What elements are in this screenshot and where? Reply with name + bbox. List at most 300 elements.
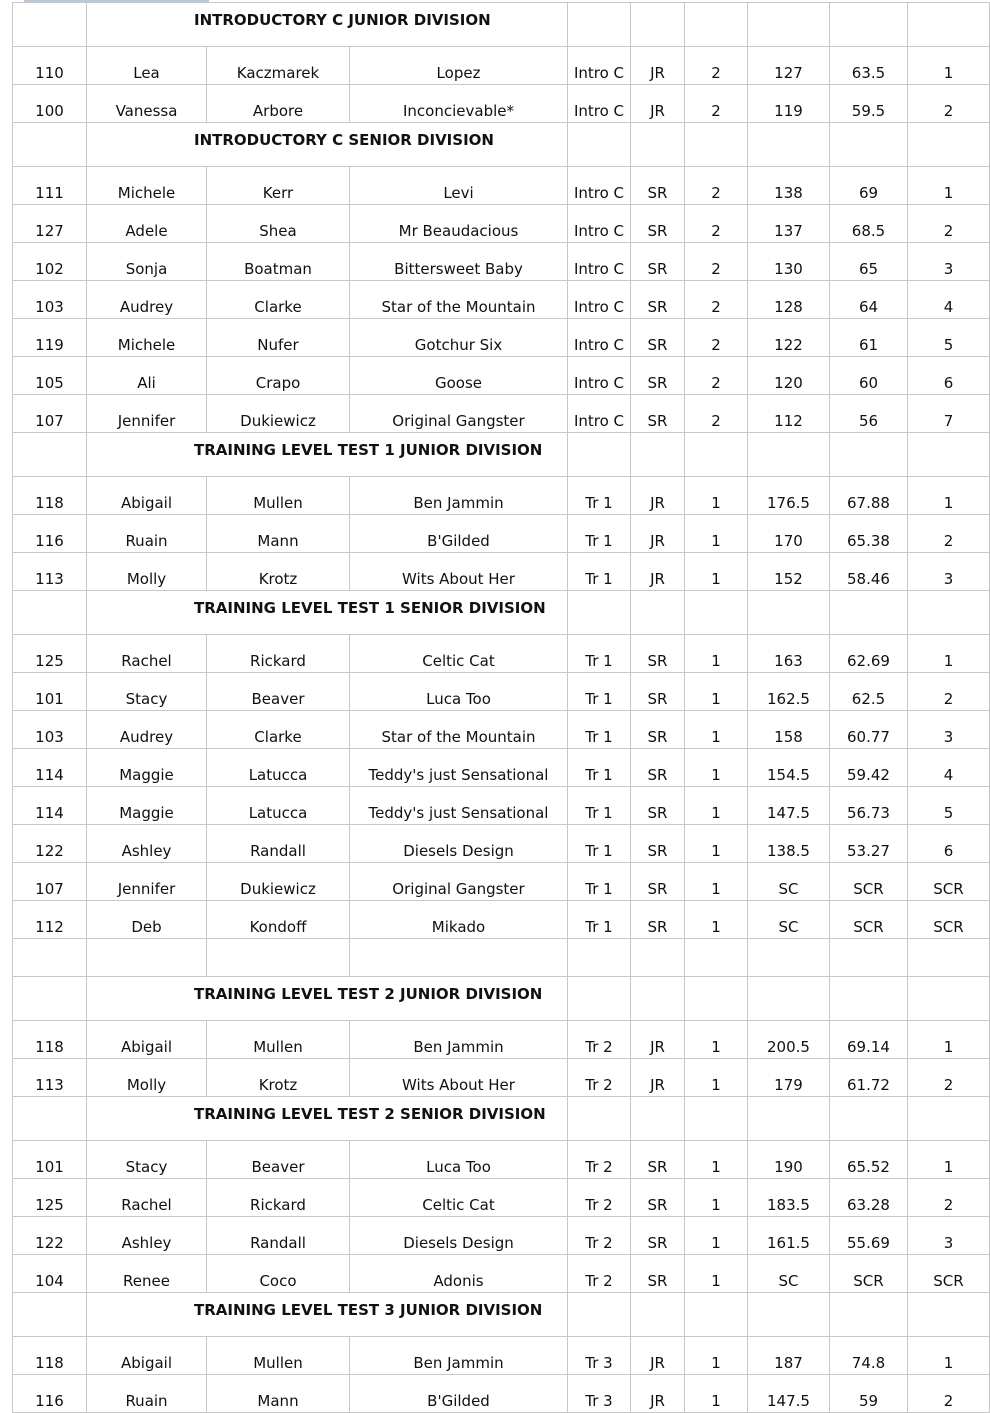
number-cell[interactable]: 122 xyxy=(13,825,87,863)
first-name-cell[interactable]: Molly xyxy=(87,1059,207,1097)
first-name-cell[interactable]: Abigail xyxy=(87,477,207,515)
percent-cell[interactable]: SCR xyxy=(830,863,908,901)
cell[interactable] xyxy=(908,1097,990,1141)
test-cell[interactable]: Intro C xyxy=(568,319,631,357)
division-cell[interactable]: SR xyxy=(631,281,685,319)
first-name-cell[interactable]: Jennifer xyxy=(87,863,207,901)
last-name-cell[interactable]: Beaver xyxy=(207,1141,350,1179)
score-cell[interactable]: 122 xyxy=(748,319,830,357)
placing-cell[interactable]: 2 xyxy=(908,673,990,711)
division-title[interactable]: TRAINING LEVEL TEST 1 JUNIOR DIVISION xyxy=(87,433,568,477)
last-name-cell[interactable]: Boatman xyxy=(207,243,350,281)
score-cell[interactable]: 119 xyxy=(748,85,830,123)
first-name-cell[interactable]: Ashley xyxy=(87,1217,207,1255)
percent-cell[interactable]: 62.69 xyxy=(830,635,908,673)
placing-cell[interactable]: SCR xyxy=(908,901,990,939)
coefficient-cell[interactable]: 1 xyxy=(685,1255,748,1293)
last-name-cell[interactable]: Rickard xyxy=(207,635,350,673)
cell[interactable] xyxy=(908,433,990,477)
coefficient-cell[interactable]: 1 xyxy=(685,1021,748,1059)
cell[interactable] xyxy=(830,1097,908,1141)
horse-cell[interactable]: Mr Beaudacious xyxy=(350,205,568,243)
horse-cell[interactable]: B'Gilded xyxy=(350,515,568,553)
horse-cell[interactable]: Adonis xyxy=(350,1255,568,1293)
percent-cell[interactable]: SCR xyxy=(830,901,908,939)
cell[interactable] xyxy=(748,977,830,1021)
cell[interactable] xyxy=(631,123,685,167)
cell[interactable] xyxy=(748,1293,830,1337)
division-cell[interactable]: JR xyxy=(631,85,685,123)
score-cell[interactable]: SC xyxy=(748,901,830,939)
percent-cell[interactable]: 59.42 xyxy=(830,749,908,787)
horse-cell[interactable]: Luca Too xyxy=(350,1141,568,1179)
cell[interactable] xyxy=(685,433,748,477)
percent-cell[interactable]: 58.46 xyxy=(830,553,908,591)
horse-cell[interactable]: Celtic Cat xyxy=(350,635,568,673)
placing-cell[interactable]: 1 xyxy=(908,477,990,515)
first-name-cell[interactable]: Ruain xyxy=(87,515,207,553)
cell[interactable] xyxy=(830,123,908,167)
first-name-cell[interactable]: Deb xyxy=(87,901,207,939)
coefficient-cell[interactable]: 1 xyxy=(685,477,748,515)
score-cell[interactable]: 127 xyxy=(748,47,830,85)
first-name-cell[interactable]: Renee xyxy=(87,1255,207,1293)
coefficient-cell[interactable]: 2 xyxy=(685,85,748,123)
first-name-cell[interactable]: Sonja xyxy=(87,243,207,281)
number-cell[interactable]: 103 xyxy=(13,281,87,319)
cell[interactable] xyxy=(908,939,990,977)
division-cell[interactable]: JR xyxy=(631,477,685,515)
last-name-cell[interactable]: Kerr xyxy=(207,167,350,205)
number-cell[interactable]: 116 xyxy=(13,515,87,553)
cell[interactable] xyxy=(568,3,631,47)
cell[interactable] xyxy=(685,123,748,167)
division-cell[interactable]: SR xyxy=(631,205,685,243)
horse-cell[interactable]: Wits About Her xyxy=(350,553,568,591)
cell[interactable] xyxy=(568,433,631,477)
score-cell[interactable]: 152 xyxy=(748,553,830,591)
cell[interactable] xyxy=(908,3,990,47)
coefficient-cell[interactable]: 2 xyxy=(685,357,748,395)
coefficient-cell[interactable]: 1 xyxy=(685,825,748,863)
division-cell[interactable]: SR xyxy=(631,243,685,281)
placing-cell[interactable]: SCR xyxy=(908,1255,990,1293)
percent-cell[interactable]: 64 xyxy=(830,281,908,319)
coefficient-cell[interactable]: 2 xyxy=(685,167,748,205)
division-cell[interactable]: SR xyxy=(631,673,685,711)
horse-cell[interactable]: Celtic Cat xyxy=(350,1179,568,1217)
coefficient-cell[interactable]: 1 xyxy=(685,1141,748,1179)
test-cell[interactable]: Intro C xyxy=(568,357,631,395)
division-title[interactable]: TRAINING LEVEL TEST 3 JUNIOR DIVISION xyxy=(87,1293,568,1337)
coefficient-cell[interactable]: 1 xyxy=(685,901,748,939)
placing-cell[interactable]: 3 xyxy=(908,243,990,281)
number-cell[interactable]: 105 xyxy=(13,357,87,395)
percent-cell[interactable]: 69 xyxy=(830,167,908,205)
horse-cell[interactable]: Teddy's just Sensational xyxy=(350,787,568,825)
percent-cell[interactable]: 56.73 xyxy=(830,787,908,825)
division-cell[interactable]: SR xyxy=(631,357,685,395)
cell[interactable] xyxy=(830,3,908,47)
placing-cell[interactable]: 1 xyxy=(908,1021,990,1059)
test-cell[interactable]: Tr 1 xyxy=(568,635,631,673)
placing-cell[interactable]: 2 xyxy=(908,1179,990,1217)
number-cell[interactable]: 122 xyxy=(13,1217,87,1255)
division-cell[interactable]: SR xyxy=(631,1255,685,1293)
last-name-cell[interactable]: Crapo xyxy=(207,357,350,395)
test-cell[interactable]: Tr 1 xyxy=(568,515,631,553)
percent-cell[interactable]: 63.28 xyxy=(830,1179,908,1217)
horse-cell[interactable]: Original Gangster xyxy=(350,863,568,901)
cell[interactable] xyxy=(631,3,685,47)
cell[interactable] xyxy=(830,939,908,977)
test-cell[interactable]: Tr 3 xyxy=(568,1375,631,1413)
test-cell[interactable]: Intro C xyxy=(568,85,631,123)
first-name-cell[interactable]: Ali xyxy=(87,357,207,395)
last-name-cell[interactable]: Mullen xyxy=(207,1021,350,1059)
coefficient-cell[interactable]: 1 xyxy=(685,1375,748,1413)
test-cell[interactable]: Tr 1 xyxy=(568,787,631,825)
first-name-cell[interactable]: Michele xyxy=(87,167,207,205)
first-name-cell[interactable]: Abigail xyxy=(87,1337,207,1375)
test-cell[interactable]: Tr 1 xyxy=(568,711,631,749)
cell[interactable] xyxy=(685,977,748,1021)
coefficient-cell[interactable]: 1 xyxy=(685,1059,748,1097)
cell[interactable] xyxy=(13,1293,87,1337)
placing-cell[interactable]: 1 xyxy=(908,167,990,205)
horse-cell[interactable]: Gotchur Six xyxy=(350,319,568,357)
score-cell[interactable]: 138 xyxy=(748,167,830,205)
division-cell[interactable]: SR xyxy=(631,1179,685,1217)
cell[interactable] xyxy=(87,939,207,977)
score-cell[interactable]: 170 xyxy=(748,515,830,553)
placing-cell[interactable]: 6 xyxy=(908,825,990,863)
cell[interactable] xyxy=(13,1097,87,1141)
test-cell[interactable]: Tr 1 xyxy=(568,749,631,787)
test-cell[interactable]: Tr 2 xyxy=(568,1255,631,1293)
horse-cell[interactable]: Star of the Mountain xyxy=(350,281,568,319)
last-name-cell[interactable]: Coco xyxy=(207,1255,350,1293)
horse-cell[interactable]: Diesels Design xyxy=(350,825,568,863)
score-cell[interactable]: 120 xyxy=(748,357,830,395)
last-name-cell[interactable]: Kaczmarek xyxy=(207,47,350,85)
test-cell[interactable]: Tr 1 xyxy=(568,553,631,591)
coefficient-cell[interactable]: 2 xyxy=(685,243,748,281)
cell[interactable] xyxy=(748,939,830,977)
division-cell[interactable]: SR xyxy=(631,167,685,205)
cell[interactable] xyxy=(631,939,685,977)
first-name-cell[interactable]: Molly xyxy=(87,553,207,591)
number-cell[interactable]: 125 xyxy=(13,635,87,673)
horse-cell[interactable]: Original Gangster xyxy=(350,395,568,433)
score-cell[interactable]: 147.5 xyxy=(748,1375,830,1413)
horse-cell[interactable]: Inconcievable* xyxy=(350,85,568,123)
placing-cell[interactable]: 2 xyxy=(908,85,990,123)
cell[interactable] xyxy=(830,1293,908,1337)
test-cell[interactable]: Intro C xyxy=(568,167,631,205)
cell[interactable] xyxy=(350,939,568,977)
placing-cell[interactable]: 1 xyxy=(908,635,990,673)
placing-cell[interactable]: 7 xyxy=(908,395,990,433)
number-cell[interactable]: 102 xyxy=(13,243,87,281)
coefficient-cell[interactable]: 2 xyxy=(685,47,748,85)
horse-cell[interactable]: Ben Jammin xyxy=(350,1337,568,1375)
placing-cell[interactable]: 4 xyxy=(908,749,990,787)
placing-cell[interactable]: SCR xyxy=(908,863,990,901)
last-name-cell[interactable]: Mann xyxy=(207,515,350,553)
first-name-cell[interactable]: Stacy xyxy=(87,673,207,711)
cell[interactable] xyxy=(568,1097,631,1141)
first-name-cell[interactable]: Maggie xyxy=(87,787,207,825)
first-name-cell[interactable]: Stacy xyxy=(87,1141,207,1179)
score-cell[interactable]: 158 xyxy=(748,711,830,749)
horse-cell[interactable]: Mikado xyxy=(350,901,568,939)
coefficient-cell[interactable]: 2 xyxy=(685,319,748,357)
score-cell[interactable]: 179 xyxy=(748,1059,830,1097)
coefficient-cell[interactable]: 1 xyxy=(685,1217,748,1255)
last-name-cell[interactable]: Shea xyxy=(207,205,350,243)
number-cell[interactable]: 113 xyxy=(13,1059,87,1097)
division-cell[interactable]: SR xyxy=(631,711,685,749)
number-cell[interactable]: 101 xyxy=(13,673,87,711)
first-name-cell[interactable]: Rachel xyxy=(87,635,207,673)
last-name-cell[interactable]: Randall xyxy=(207,1217,350,1255)
cell[interactable] xyxy=(13,939,87,977)
number-cell[interactable]: 116 xyxy=(13,1375,87,1413)
score-cell[interactable]: 137 xyxy=(748,205,830,243)
division-title[interactable]: TRAINING LEVEL TEST 2 JUNIOR DIVISION xyxy=(87,977,568,1021)
score-cell[interactable]: 190 xyxy=(748,1141,830,1179)
division-cell[interactable]: SR xyxy=(631,1141,685,1179)
coefficient-cell[interactable]: 1 xyxy=(685,553,748,591)
division-cell[interactable]: JR xyxy=(631,1059,685,1097)
number-cell[interactable]: 110 xyxy=(13,47,87,85)
horse-cell[interactable]: Teddy's just Sensational xyxy=(350,749,568,787)
first-name-cell[interactable]: Vanessa xyxy=(87,85,207,123)
cell[interactable] xyxy=(830,433,908,477)
division-cell[interactable]: SR xyxy=(631,1217,685,1255)
number-cell[interactable]: 100 xyxy=(13,85,87,123)
placing-cell[interactable]: 1 xyxy=(908,1337,990,1375)
last-name-cell[interactable]: Mullen xyxy=(207,1337,350,1375)
percent-cell[interactable]: 61.72 xyxy=(830,1059,908,1097)
division-cell[interactable]: SR xyxy=(631,787,685,825)
percent-cell[interactable]: 60 xyxy=(830,357,908,395)
coefficient-cell[interactable]: 2 xyxy=(685,395,748,433)
number-cell[interactable]: 114 xyxy=(13,787,87,825)
coefficient-cell[interactable]: 1 xyxy=(685,635,748,673)
number-cell[interactable]: 119 xyxy=(13,319,87,357)
cell[interactable] xyxy=(13,123,87,167)
cell[interactable] xyxy=(908,591,990,635)
coefficient-cell[interactable]: 2 xyxy=(685,205,748,243)
placing-cell[interactable]: 5 xyxy=(908,787,990,825)
percent-cell[interactable]: 69.14 xyxy=(830,1021,908,1059)
division-cell[interactable]: JR xyxy=(631,47,685,85)
placing-cell[interactable]: 5 xyxy=(908,319,990,357)
horse-cell[interactable]: B'Gilded xyxy=(350,1375,568,1413)
first-name-cell[interactable]: Lea xyxy=(87,47,207,85)
placing-cell[interactable]: 1 xyxy=(908,47,990,85)
cell[interactable] xyxy=(908,977,990,1021)
last-name-cell[interactable]: Beaver xyxy=(207,673,350,711)
division-cell[interactable]: SR xyxy=(631,635,685,673)
placing-cell[interactable]: 1 xyxy=(908,1141,990,1179)
cell[interactable] xyxy=(631,1097,685,1141)
cell[interactable] xyxy=(13,591,87,635)
score-cell[interactable]: SC xyxy=(748,1255,830,1293)
placing-cell[interactable]: 4 xyxy=(908,281,990,319)
horse-cell[interactable]: Ben Jammin xyxy=(350,477,568,515)
first-name-cell[interactable]: Audrey xyxy=(87,281,207,319)
last-name-cell[interactable]: Krotz xyxy=(207,1059,350,1097)
cell[interactable] xyxy=(830,591,908,635)
number-cell[interactable]: 127 xyxy=(13,205,87,243)
test-cell[interactable]: Intro C xyxy=(568,395,631,433)
number-cell[interactable]: 113 xyxy=(13,553,87,591)
first-name-cell[interactable]: Audrey xyxy=(87,711,207,749)
division-title[interactable]: TRAINING LEVEL TEST 2 SENIOR DIVISION xyxy=(87,1097,568,1141)
cell[interactable] xyxy=(908,123,990,167)
number-cell[interactable]: 104 xyxy=(13,1255,87,1293)
test-cell[interactable]: Intro C xyxy=(568,47,631,85)
cell[interactable] xyxy=(748,3,830,47)
placing-cell[interactable]: 2 xyxy=(908,1375,990,1413)
division-cell[interactable]: JR xyxy=(631,1375,685,1413)
percent-cell[interactable]: 60.77 xyxy=(830,711,908,749)
last-name-cell[interactable]: Latucca xyxy=(207,787,350,825)
cell[interactable] xyxy=(568,939,631,977)
placing-cell[interactable]: 6 xyxy=(908,357,990,395)
cell[interactable] xyxy=(568,591,631,635)
test-cell[interactable]: Intro C xyxy=(568,281,631,319)
coefficient-cell[interactable]: 1 xyxy=(685,515,748,553)
cell[interactable] xyxy=(13,977,87,1021)
first-name-cell[interactable]: Jennifer xyxy=(87,395,207,433)
test-cell[interactable]: Tr 2 xyxy=(568,1021,631,1059)
division-cell[interactable]: SR xyxy=(631,319,685,357)
cell[interactable] xyxy=(13,433,87,477)
cell[interactable] xyxy=(568,123,631,167)
last-name-cell[interactable]: Latucca xyxy=(207,749,350,787)
score-cell[interactable]: 183.5 xyxy=(748,1179,830,1217)
last-name-cell[interactable]: Clarke xyxy=(207,281,350,319)
first-name-cell[interactable]: Adele xyxy=(87,205,207,243)
division-cell[interactable]: SR xyxy=(631,749,685,787)
percent-cell[interactable]: 53.27 xyxy=(830,825,908,863)
test-cell[interactable]: Tr 1 xyxy=(568,673,631,711)
percent-cell[interactable]: 61 xyxy=(830,319,908,357)
placing-cell[interactable]: 2 xyxy=(908,205,990,243)
horse-cell[interactable]: Levi xyxy=(350,167,568,205)
placing-cell[interactable]: 3 xyxy=(908,711,990,749)
score-cell[interactable]: 154.5 xyxy=(748,749,830,787)
first-name-cell[interactable]: Abigail xyxy=(87,1021,207,1059)
score-cell[interactable]: 112 xyxy=(748,395,830,433)
cell[interactable] xyxy=(748,433,830,477)
test-cell[interactable]: Tr 1 xyxy=(568,477,631,515)
cell[interactable] xyxy=(748,591,830,635)
percent-cell[interactable]: 62.5 xyxy=(830,673,908,711)
coefficient-cell[interactable]: 1 xyxy=(685,749,748,787)
percent-cell[interactable]: 65.52 xyxy=(830,1141,908,1179)
division-cell[interactable]: SR xyxy=(631,825,685,863)
division-title[interactable]: INTRODUCTORY C JUNIOR DIVISION xyxy=(87,3,568,47)
number-cell[interactable]: 111 xyxy=(13,167,87,205)
coefficient-cell[interactable]: 2 xyxy=(685,281,748,319)
cell[interactable] xyxy=(631,591,685,635)
test-cell[interactable]: Intro C xyxy=(568,243,631,281)
percent-cell[interactable]: 74.8 xyxy=(830,1337,908,1375)
first-name-cell[interactable]: Ashley xyxy=(87,825,207,863)
first-name-cell[interactable]: Rachel xyxy=(87,1179,207,1217)
division-title[interactable]: TRAINING LEVEL TEST 1 SENIOR DIVISION xyxy=(87,591,568,635)
last-name-cell[interactable]: Dukiewicz xyxy=(207,863,350,901)
number-cell[interactable]: 118 xyxy=(13,477,87,515)
score-cell[interactable]: 176.5 xyxy=(748,477,830,515)
score-cell[interactable]: 200.5 xyxy=(748,1021,830,1059)
percent-cell[interactable]: 65.38 xyxy=(830,515,908,553)
test-cell[interactable]: Tr 1 xyxy=(568,901,631,939)
score-cell[interactable]: 187 xyxy=(748,1337,830,1375)
test-cell[interactable]: Tr 2 xyxy=(568,1217,631,1255)
horse-cell[interactable]: Luca Too xyxy=(350,673,568,711)
test-cell[interactable]: Intro C xyxy=(568,205,631,243)
test-cell[interactable]: Tr 1 xyxy=(568,825,631,863)
last-name-cell[interactable]: Randall xyxy=(207,825,350,863)
horse-cell[interactable]: Ben Jammin xyxy=(350,1021,568,1059)
last-name-cell[interactable]: Rickard xyxy=(207,1179,350,1217)
percent-cell[interactable]: 68.5 xyxy=(830,205,908,243)
division-cell[interactable]: JR xyxy=(631,1021,685,1059)
score-cell[interactable]: 161.5 xyxy=(748,1217,830,1255)
coefficient-cell[interactable]: 1 xyxy=(685,673,748,711)
last-name-cell[interactable]: Mann xyxy=(207,1375,350,1413)
division-title[interactable]: INTRODUCTORY C SENIOR DIVISION xyxy=(87,123,568,167)
cell[interactable] xyxy=(908,1293,990,1337)
cell[interactable] xyxy=(631,433,685,477)
cell[interactable] xyxy=(631,977,685,1021)
number-cell[interactable]: 107 xyxy=(13,395,87,433)
score-cell[interactable]: 162.5 xyxy=(748,673,830,711)
cell[interactable] xyxy=(748,1097,830,1141)
last-name-cell[interactable]: Clarke xyxy=(207,711,350,749)
horse-cell[interactable]: Wits About Her xyxy=(350,1059,568,1097)
division-cell[interactable]: SR xyxy=(631,863,685,901)
number-cell[interactable]: 118 xyxy=(13,1021,87,1059)
percent-cell[interactable]: SCR xyxy=(830,1255,908,1293)
cell[interactable] xyxy=(685,591,748,635)
number-cell[interactable]: 118 xyxy=(13,1337,87,1375)
division-cell[interactable]: JR xyxy=(631,1337,685,1375)
first-name-cell[interactable]: Michele xyxy=(87,319,207,357)
division-cell[interactable]: JR xyxy=(631,515,685,553)
last-name-cell[interactable]: Arbore xyxy=(207,85,350,123)
percent-cell[interactable]: 59 xyxy=(830,1375,908,1413)
percent-cell[interactable]: 59.5 xyxy=(830,85,908,123)
score-cell[interactable]: 147.5 xyxy=(748,787,830,825)
division-cell[interactable]: SR xyxy=(631,395,685,433)
score-cell[interactable]: 163 xyxy=(748,635,830,673)
cell[interactable] xyxy=(207,939,350,977)
coefficient-cell[interactable]: 1 xyxy=(685,787,748,825)
placing-cell[interactable]: 3 xyxy=(908,1217,990,1255)
cell[interactable] xyxy=(568,1293,631,1337)
horse-cell[interactable]: Bittersweet Baby xyxy=(350,243,568,281)
number-cell[interactable]: 101 xyxy=(13,1141,87,1179)
first-name-cell[interactable]: Ruain xyxy=(87,1375,207,1413)
first-name-cell[interactable]: Maggie xyxy=(87,749,207,787)
